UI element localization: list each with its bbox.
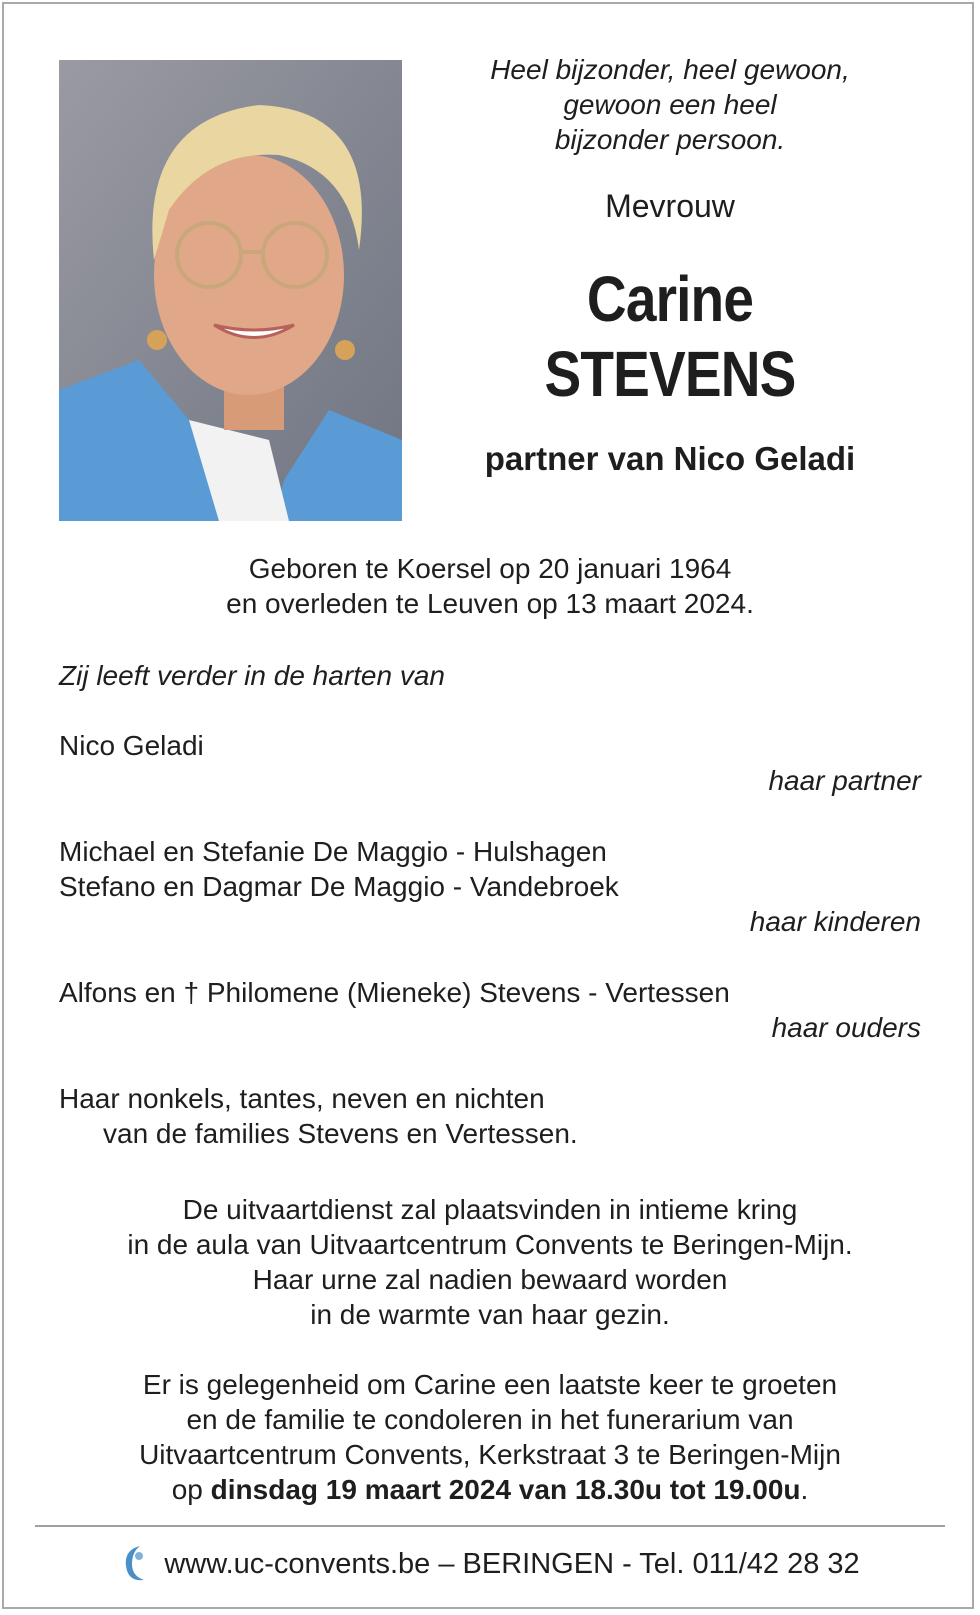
visitation-line: Er is gelegenheid om Carine een laatste keer te groeten	[142, 1369, 838, 1400]
service-info	[59, 1192, 921, 1332]
partner-line: partner van Nico Geladi	[484, 440, 856, 477]
service-line: in de aula van Uitvaartcentrum Convents te Beringen-Mijn.	[127, 1229, 853, 1260]
family-name: Stefano en Dagmar De Maggio - Vandebroek	[59, 871, 619, 902]
footer-contact: www.uc-convents.be – BERINGEN - Tel. 011/42 28 32	[164, 1547, 860, 1580]
relation: haar ouders	[771, 1012, 921, 1043]
motto-line: gewoon een heel	[563, 89, 777, 120]
died-line: en overleden te Leuven op 13 maart 2024.	[226, 588, 754, 619]
visitation-info	[59, 1367, 921, 1507]
relation: haar kinderen	[749, 906, 921, 937]
title: Mevrouw	[605, 188, 735, 224]
family-name: Nico Geladi	[59, 730, 204, 761]
motto-line: bijzonder persoon.	[554, 124, 786, 155]
footer	[0, 1540, 980, 1588]
family-group-children	[59, 834, 921, 939]
visitation-prefix: op	[171, 1474, 211, 1505]
relation: haar partner	[768, 765, 921, 796]
portrait-photo	[59, 60, 402, 521]
extended-family	[59, 1081, 921, 1151]
visitation-suffix: .	[800, 1474, 809, 1505]
visitation-date-line	[59, 1472, 921, 1507]
motto-line: Heel bijzonder, heel gewoon,	[490, 54, 850, 85]
family-name: Alfons en † Philomene (Mieneke) Stevens - Vertessen	[59, 977, 730, 1008]
visitation-line: Uitvaartcentrum Convents, Kerkstraat 3 te Beringen-Mijn	[139, 1439, 841, 1470]
motto	[440, 52, 900, 157]
visitation-date: dinsdag 19 maart 2024 van 18.30u tot 19.00u	[210, 1474, 801, 1505]
family-group-parents	[59, 975, 921, 1045]
service-line: Haar urne zal nadien bewaard worden	[252, 1264, 728, 1295]
birth-death	[59, 551, 921, 621]
footer-divider	[35, 1525, 945, 1527]
visitation-line: en de familie te condoleren in het funerarium van	[186, 1404, 794, 1435]
intro-line: Zij leeft verder in de harten van	[59, 660, 445, 691]
funeral-home-logo-icon	[120, 1542, 148, 1586]
service-line: De uitvaartdienst zal plaatsvinden in intieme kring	[182, 1194, 798, 1225]
extended-line: Haar nonkels, tantes, neven en nichten	[59, 1083, 545, 1114]
family-name: Michael en Stefanie De Maggio - Hulshagen	[59, 836, 607, 867]
family-group-partner	[59, 728, 921, 798]
last-name: STEVENS	[544, 338, 796, 410]
extended-line: van de families Stevens en Vertessen.	[103, 1118, 578, 1149]
first-name: Carine	[586, 263, 754, 335]
born-line: Geboren te Koersel op 20 januari 1964	[248, 553, 732, 584]
service-line: in de warmte van haar gezin.	[310, 1299, 670, 1330]
deceased-name	[472, 262, 868, 412]
